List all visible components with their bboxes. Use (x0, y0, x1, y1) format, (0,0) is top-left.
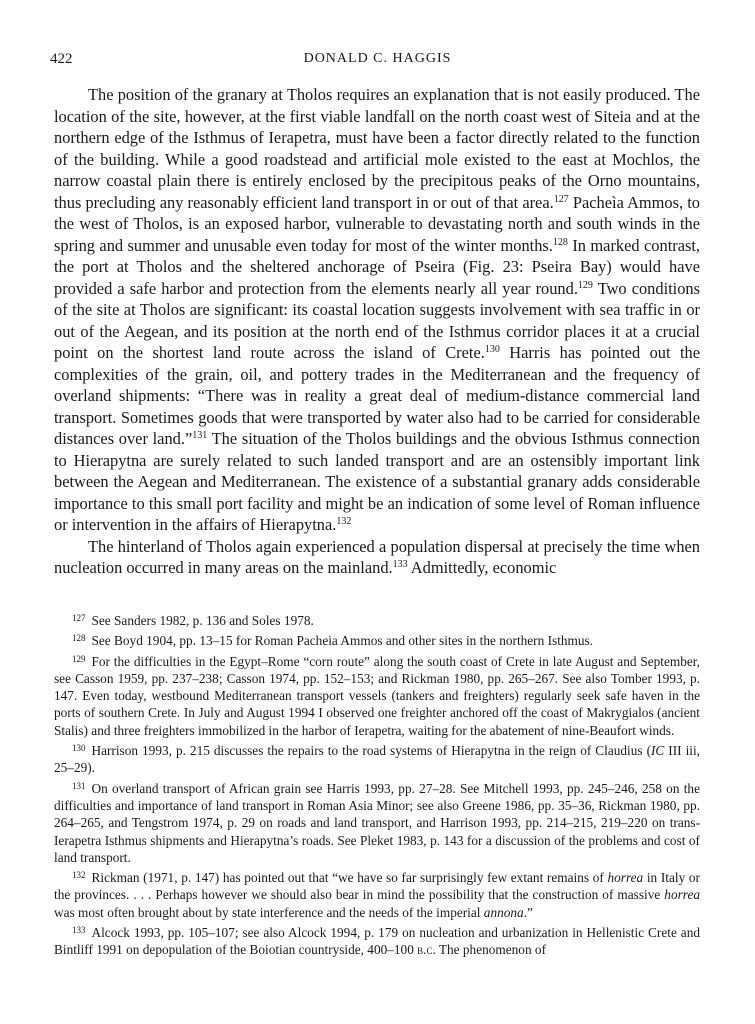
footnote-130 (54, 742, 700, 777)
footnote-text: was most often brought about by state interference and the needs of the imperial (54, 904, 484, 920)
footnote-text: The phenomenon of (435, 942, 546, 958)
paragraph (54, 536, 700, 579)
sentence: Pacheìa Ammos, to the west of Tholos, is an exposed harbor, vulnerable to devastating north and south winds in the spring and summer and unusable even today for most of the winter months. (54, 192, 701, 255)
footnote-number: 129 (72, 653, 86, 664)
sentence: Harris has pointed out the complexities of the grain, oil, and pottery trades in the Mediterranean and the frequency of overland shipments: “There was in reality a great deal of medium-distance commercial land transport. Sometimes goods that were transported by water also had to be carried for considerable distances over land.” (54, 343, 700, 448)
footnote-text: in Italy or the provinces. . . . Perhaps however we should also bear in mind the possibility that the construction of massive (54, 870, 700, 903)
footnote-text: See Sanders 1982, p. 136 and Soles 1978. (91, 613, 314, 628)
footnote-text: .” (523, 904, 533, 920)
sentence: The hinterland of Tholos again experienced a population dispersal at precisely the time when nucleation occurred in many areas on the mainland. (54, 536, 700, 577)
footnote-129 (54, 653, 700, 739)
sentence: The situation of the Tholos buildings and the obvious Isthmus connection to Hierapytna are surely related to such landed transport and are an ostensibly important link between the Aegean and Mediterranean. The existence of a substantial granary adds considerable importance to this small port facility and might be an indication of some level of Roman influence or intervention in the affairs of Hierapytna. (54, 429, 700, 534)
footnote-133 (54, 924, 700, 959)
footnote-text: See Boyd 1904, pp. 13–15 for Roman Pacheia Ammos and other sites in the northern Isthmus. (91, 633, 594, 649)
footnote-text: III iii, 25–29). (54, 743, 700, 776)
footnote-text: Alcock 1993, pp. 105–107; see also Alcock 1994, p. 179 on nucleation and urbanization in Hellenistic Crete and Bintliff 1991 on depopulation of the Boiotian countryside, 400–100 (54, 925, 700, 958)
page-header (50, 51, 705, 73)
footnote-ref[interactable]: 130 (484, 344, 500, 355)
footnote-128 (54, 632, 700, 649)
sentence: The position of the granary at Tholos requires an explanation that is not easily produced. The location of the site, however, at the first viable landfall on the north coast west of Siteia and at the northern edge of the Isthmus of Ierapetra, must have been a factor directly related to the function of the building. While a good roadstead and artificial mole existed to the east at Mochlos, the narrow coastal plain there is entirely enclosed by the precipitous peaks of the Orno mountains, thus precluding any reasonably efficient land transport in or out of that area. (54, 85, 700, 212)
paragraph (54, 84, 700, 536)
sentence: Two conditions of the site at Tholos are significant: its coastal location suggests involvement with sea traffic in or out of the Aegean, and its position at the north end of the Isthmus corridor places it at a crucial point on the shortest land route across the island of Crete. (54, 278, 700, 362)
footnote-italic: horrea (607, 870, 644, 886)
footnote-italic: horrea (664, 887, 700, 903)
footnote-number: 127 (72, 613, 86, 623)
footnote-number: 130 (72, 743, 86, 754)
footnotes (54, 612, 700, 962)
footnote-italic: annona (483, 904, 524, 920)
footnote-text: On overland transport of African grain see Harris 1993, pp. 27–28. See Mitchell 1993, pp. 245–246, 258 on the difficulties and importance of land transport in Roman Asia Minor; see also Greene 1986, pp. 35–36, Rickman 1980, pp. 264–265, and Tengstrom 1974, p. 29 on roads and land transport, and Harrison 1993, pp. 214–215, 219–220 on trans-Ierapetra Isthmus shipments and Hierapytna’s roads. See Pleket 1983, p. 143 for a discussion of the problems and cost of land transport. (54, 780, 700, 865)
footnote-ref[interactable]: 127 (553, 193, 569, 205)
footnote-ref[interactable]: 128 (552, 236, 568, 248)
body-text (54, 84, 700, 579)
footnote-132 (54, 869, 700, 921)
footnote-text: For the difficulties in the Egypt–Rome “corn route” along the south coast of Crete in late August and September, see Casson 1959, pp. 237–238; Casson 1974, pp. 152–153; and Rickman 1980, pp. 265–267. See also Tomber 1993, p. 147. Even today, westbound Mediterranean transport vessels (tankers and freighters) regularly seek safe haven in the ports of southern Crete. In July and August 1994 I observed one freighter anchored off the coast of Makrygialos (ancient Stalis) and three freighters immobilized in the harbor of Ierapetra, waiting for the abatement of nine-Beaufort winds. (54, 653, 700, 738)
footnote-text: Rickman (1971, p. 147) has pointed out that “we have so far surprisingly few extant remains of (91, 870, 608, 886)
footnote-ref[interactable]: 129 (577, 279, 593, 291)
footnote-131 (54, 780, 700, 866)
footnote-italic: IC (651, 743, 665, 759)
footnote-number: 131 (72, 780, 86, 791)
footnote-smallcaps: b.c. (417, 942, 436, 958)
footnote-127 (54, 612, 700, 629)
footnote-number: 128 (72, 633, 86, 644)
sentence: Admittedly, economic (407, 558, 557, 577)
page-number: 422 (50, 51, 73, 67)
footnote-ref[interactable]: 133 (392, 559, 408, 570)
footnote-ref[interactable]: 132 (336, 516, 352, 527)
running-head: DONALD C. HAGGIS (303, 51, 452, 66)
footnote-ref[interactable]: 131 (192, 430, 208, 441)
footnote-text: Harrison 1993, p. 215 discusses the repairs to the road systems of Hierapytna in the reign of Claudius ( (91, 743, 651, 759)
footnote-number: 132 (72, 870, 86, 881)
footnote-number: 133 (72, 925, 86, 936)
sentence: In marked contrast, the port at Tholos and the sheltered anchorage of Pseira (Fig. 23: Pseira Bay) would have provided a safe harbor and protection from the elements nearly all year round. (54, 235, 701, 298)
